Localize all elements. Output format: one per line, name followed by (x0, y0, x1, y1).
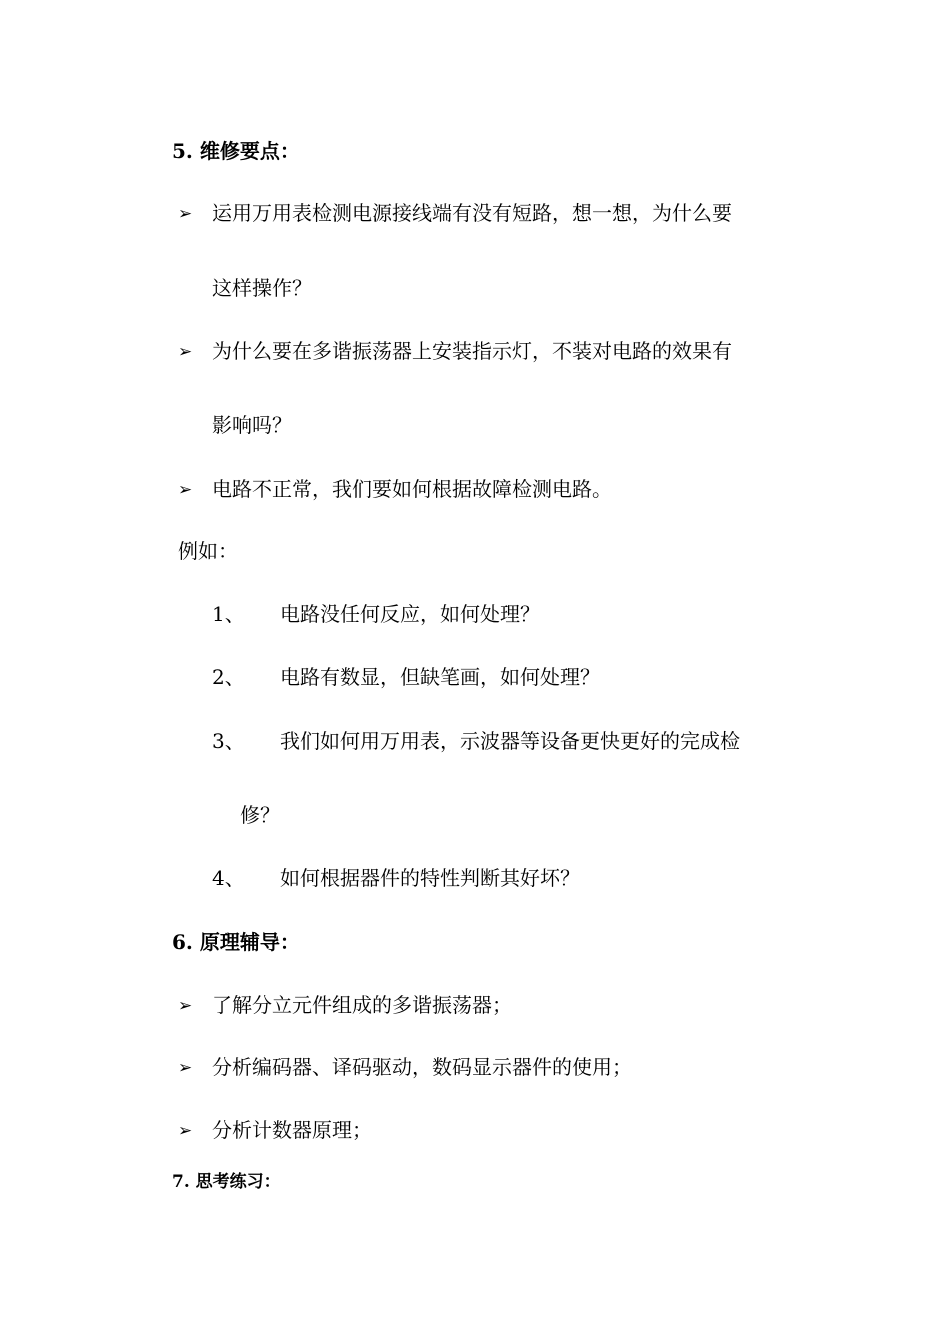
section-6-bullet-2: 分析编码器、译码驱动，数码显示器件的使用； (212, 1055, 632, 1079)
section-6-heading: 6. 原理辅导： (172, 930, 300, 954)
list-item-text: 电路有数显，但缺笔画，如何处理？ (280, 665, 600, 689)
bullet-arrow-icon: ➢ (178, 1058, 193, 1078)
section-6-bullet-1: 了解分立元件组成的多谐振荡器； (212, 993, 512, 1017)
section-5-bullet-2-line-1: 为什么要在多谐振荡器上安装指示灯，不装对电路的效果有 (212, 339, 732, 363)
list-item-number: 4、 (212, 866, 245, 890)
bullet-arrow-icon: ➢ (178, 480, 193, 500)
section-5-bullet-1-line-1: 运用万用表检测电源接线端有没有短路，想一想，为什么要 (212, 201, 732, 225)
list-item-text-continuation: 修？ (240, 803, 280, 827)
section-6-bullet-3: 分析计数器原理； (212, 1118, 372, 1142)
list-item-text: 电路没任何反应，如何处理？ (280, 602, 540, 626)
section-5-bullet-3: 电路不正常，我们要如何根据故障检测电路。 (212, 477, 612, 501)
list-item-text: 如何根据器件的特性判断其好坏？ (280, 866, 580, 890)
bullet-arrow-icon: ➢ (178, 204, 193, 224)
list-item-number: 2、 (212, 665, 245, 689)
section-5-bullet-1-line-2: 这样操作？ (212, 276, 312, 300)
list-item-number: 3、 (212, 729, 245, 753)
section-5-heading: 5. 维修要点： (172, 139, 300, 163)
section-5-bullet-2-line-2: 影响吗？ (212, 413, 292, 437)
list-item-text: 我们如何用万用表，示波器等设备更快更好的完成检 (280, 729, 740, 753)
list-item-number: 1、 (212, 602, 245, 626)
section-7-heading: 7. 思考练习： (172, 1172, 281, 1192)
bullet-arrow-icon: ➢ (178, 996, 193, 1016)
bullet-arrow-icon: ➢ (178, 1121, 193, 1141)
bullet-arrow-icon: ➢ (178, 342, 193, 362)
example-label: 例如： (178, 539, 238, 563)
